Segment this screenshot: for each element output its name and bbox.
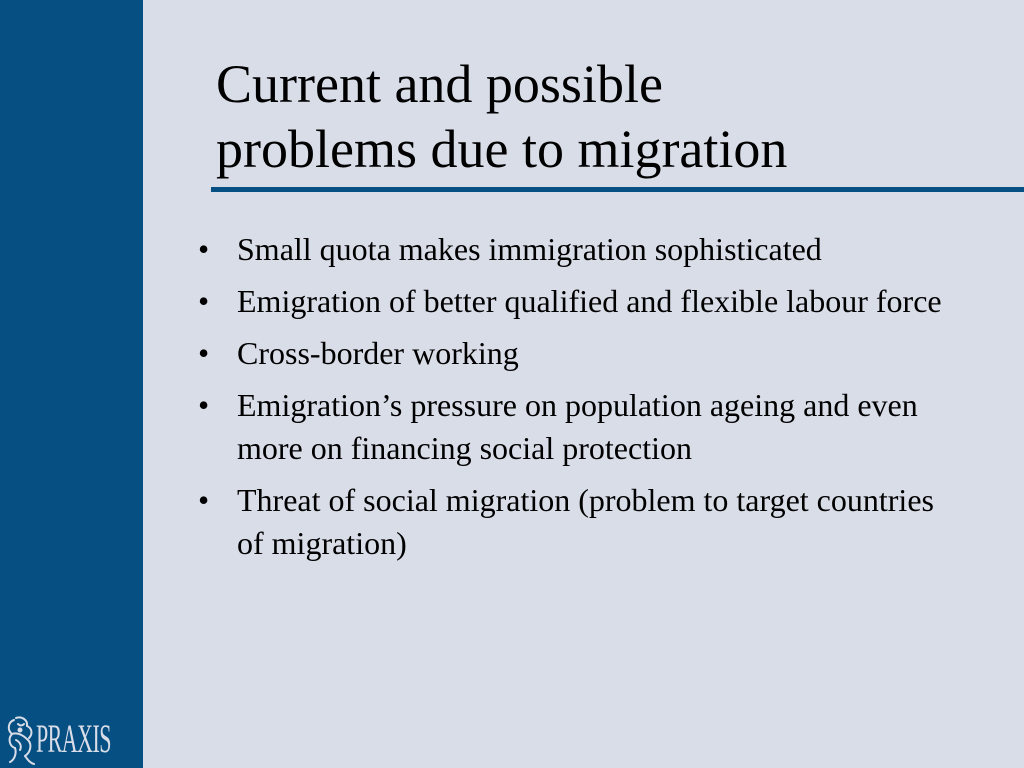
bullet-item <box>194 384 954 470</box>
bullet-dot-icon: • <box>198 482 210 518</box>
bullet-dot-icon: • <box>198 231 210 267</box>
slide-title: Current and possible problems due to migration <box>216 54 788 179</box>
bullet-text: Emigration of better qualified and flexible labour force <box>237 283 942 319</box>
bullet-text: Small quota makes immigration sophisticated <box>237 231 822 267</box>
bullet-item <box>194 479 954 565</box>
bullet-item <box>194 332 954 375</box>
bullet-item <box>194 228 954 271</box>
title-underline-rule <box>211 187 1024 192</box>
lion-emblem-icon <box>4 710 38 766</box>
left-sidebar-band <box>0 0 143 768</box>
bullet-dot-icon: • <box>198 387 210 423</box>
bullet-text: Cross-border working <box>237 335 519 371</box>
bullet-text: Emigration’s pressure on population ageing and even more on financing social protection <box>237 387 918 466</box>
praxis-logo <box>4 708 138 768</box>
praxis-logo-text: PRAXIS <box>36 715 111 761</box>
bullet-dot-icon: • <box>198 335 210 371</box>
bullet-list <box>194 228 954 574</box>
bullet-dot-icon: • <box>198 283 210 319</box>
bullet-item <box>194 280 954 323</box>
bullet-text: Threat of social migration (problem to target countries of migration) <box>237 482 934 561</box>
